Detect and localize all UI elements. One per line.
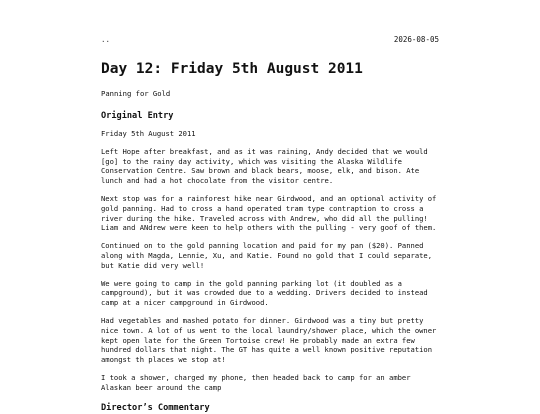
entry-date-line: Friday 5th August 2011 xyxy=(101,129,196,138)
entry-paragraph: Had vegetables and mashed potato for dinner. Girdwood was a tiny but pretty nice town. A lot of us went to the local laundry/shower place, which the owner kept open late for the Green Tortoise crew! He probably made an extra few hundred dollars that night. The GT has quite a well known positive reputation amongst th places we stop at! xyxy=(101,315,437,365)
entry-paragraph: I took a shower, charged my phone, then headed back to camp for an amber Alaskan beer around the camp xyxy=(101,372,411,392)
page-subtitle: Panning for Gold xyxy=(101,89,171,98)
header-date: 2026-08-05 xyxy=(393,34,439,44)
main-content xyxy=(101,60,441,414)
page-title: Day 12: Friday 5th August 2011 xyxy=(101,61,363,77)
back-link[interactable]: .. xyxy=(101,34,111,44)
entry-paragraph: Continued on to the gold panning location and paid for my pan ($20). Panned along with Magda, Lennie, Xu, and Katie. Found no gold that I could separate, but Katie did very well! xyxy=(101,241,433,270)
directors-commentary-heading: Director’s Commentary xyxy=(101,402,210,413)
original-entry-heading: Original Entry xyxy=(101,111,174,121)
top-bar xyxy=(101,33,439,45)
entry-paragraph: We were going to camp in the gold panning parking lot (it doubled as a campground), but it was crowded due to a wedding. Drivers decided to instead camp at a nicer campground in Girdwood. xyxy=(101,278,428,308)
entry-paragraph: Next stop was for a rainforest hike near Girdwood, and an optional activity of gold panning. Had to cross a hand operated tram type contraption to cross a river during the hike. Traveled across with Andrew, who did all the pulling! Liam and ANdrew were keen to help others with the pulling - very goof of them. xyxy=(101,193,437,233)
entry-paragraph: Left Hope after breakfast, and as it was raining, Andy decided that we would [go] to the rainy day activity, which was visiting the Alaska Wildlife Conservation Centre. Saw brown and black bears, moose, elk, and bison. Ate lunch and had a hot chocolate from the visitor centre. xyxy=(101,146,428,186)
